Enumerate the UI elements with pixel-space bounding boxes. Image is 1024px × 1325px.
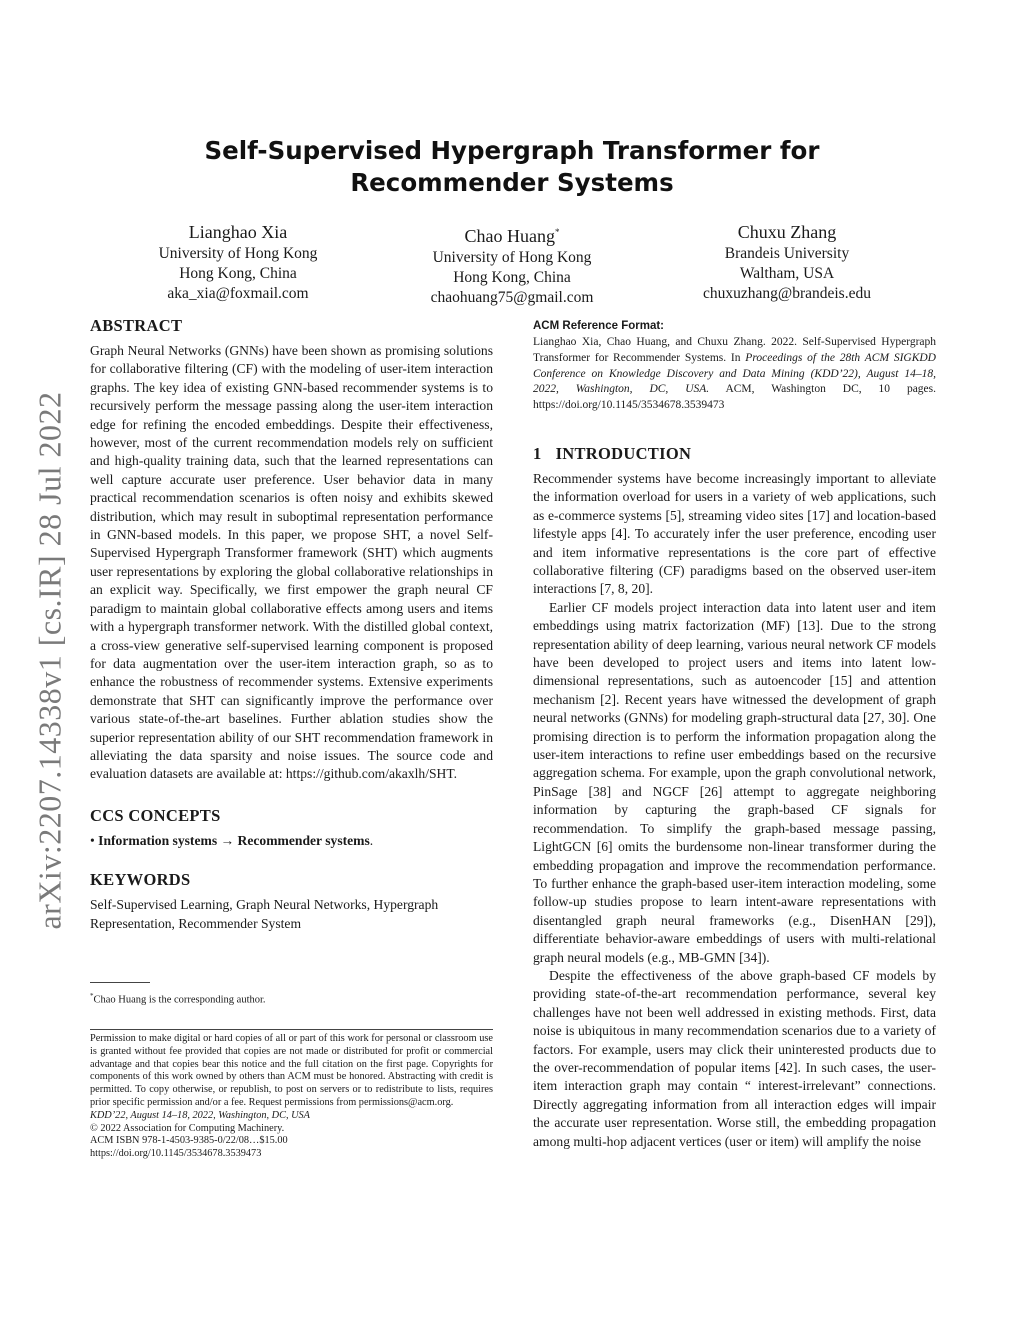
author-1 bbox=[108, 220, 368, 304]
permission-text: Permission to make digital or hard copies of all or part of this work for personal or classroom use is granted without fee provided that copies are not made or distributed for profit or commercial advantage and that copies bear this notice and the full citation on the first page. Copyrights for components of this work owned by others than ACM must be honored. Abstracting with credit is permitted. To copy otherwise, or republish, to post on servers or to redistribute to lists, requires prior specific permission and/or a fee. Request permissions from permissions@acm.org. bbox=[90, 1033, 493, 1108]
author-location: Waltham, USA bbox=[739, 265, 835, 282]
acm-reference-text: Lianghao Xia, Chao Huang, and Chuxu Zhang. 2022. Self-Supervised Hypergraph Transformer for Recommender Systems. In Proceedings of the 28th ACM SIGKDD Conference on Knowledge Discovery and Data Mining (KDD’22), August 14–18, 2022, Washington, DC, USA. ACM, Washington DC, 10 pages. https://doi.org/10.1145/3534678.3539473 bbox=[533, 336, 937, 412]
ccs-concept: • Information systems → Recommender systems. bbox=[90, 832, 374, 848]
arxiv-identifier-text: arXiv:2207.14338v1 [cs.IR] 28 Jul 2022 bbox=[31, 390, 68, 930]
author-2 bbox=[382, 220, 642, 308]
intro-paragraph-3: Despite the effectiveness of the above graph-based CF models by providing state-of-the-art recommendation performance, several key challenges have not been well addressed in existing methods. First, data noise is ubiquitous in many recommendation scenarios due to a variety of factors. For example, users may click their uninterested products due to the over-recommendation of popular items [42]. In such cases, the user-item interaction graph may contain “ interest-irrelevant” connections. Directly aggregating information from all interaction edges will impair the accurate user representation. Worse still, the embedding propagation among multi-hop adjacent vertices (user or item) will amplify the noise bbox=[533, 967, 936, 1149]
author-email: chuxuzhang@brandeis.edu bbox=[703, 285, 871, 302]
introduction-heading: 1 INTRODUCTION bbox=[533, 443, 692, 463]
doi-link[interactable]: https://doi.org/10.1145/3534678.3539473 bbox=[90, 1148, 262, 1160]
author-location: Hong Kong, China bbox=[453, 269, 571, 286]
isbn-line: ACM ISBN 978-1-4503-9385-0/22/08…$15.00 bbox=[90, 1135, 288, 1147]
left-column bbox=[90, 316, 493, 933]
author-email: chaohuang75@gmail.com bbox=[430, 289, 594, 306]
author-name: Chao Huang* bbox=[464, 226, 560, 246]
abstract-text: Graph Neural Networks (GNNs) have been shown as promising solutions for collaborative filtering (CF) with the modeling of user-item interaction graphs. The key idea of existing GNN-based recommender systems is to recursively perform the message passing along the user-item interaction edge for refining the encoded embeddings. Despite their effectiveness, however, most of the current recommendation models rely on sufficient and high-quality training data, such that the learned representations can well capture accurate user preference. User behavior data in many practical recommendation scenarios is often noisy and exhibits skewed distribution, which may result in suboptimal representation performance in GNN-based models. In this paper, we propose SHT, a novel Self-Supervised Hypergraph Transformer framework (SHT) which augments user representations by exploring the global collaborative relationships in an explicit way. Specifically, we first empower the graph neural CF paradigm to maintain global collaborative effects among users and items with a hypergraph transformer network. With the distilled global context, a cross-view generative self-supervised learning component is proposed for data augmentation over the user-item interaction graph, so as to enhance the robustness of recommender systems. Extensive experiments demonstrate that SHT can significantly improve the performance over various state-of-the-art baselines. Further ablation studies show the superior representation ability of our SHT recommendation framework in alleviating the data sparsity and noise issues. The source code and evaluation datasets are available at: https://github.com/akaxlh/SHT. bbox=[90, 343, 493, 782]
intro-paragraph-2: Earlier CF models project interaction data into latent user and item embeddings using matrix factorization (MF) [13]. Due to the strong representation ability of deep learning, various neural network CF models have been developed to project users and items into latent low-dimensional representations, such as autoencoder [15] and attention mechanism [2]. Recent years have witnessed the development of graph neural networks (GNNs) for modeling graph-structural data [27, 30]. One promising direction is to perform the information propagation along the user-item interactions to refine user embeddings based on the recursive aggregation schema. For example, upon the graph convolutional network, PinSage [38] and NGCF [26] attempt to aggregate neighboring information by capturing the graph-based CF signals for recommendation. To simplify the graph-based message passing, LightGCN [6] omits the burdensome non-linear transformer during the embedding propagation and improve the recommendation performance. To further enhance the graph-based user-item interaction modeling, some follow-up studies propose to learn intent-aware representations with disentangled graph neural frameworks (e.g., DisenHAN [29]), differentiate behavior-aware embeddings of users with multi-relational graph neural models (e.g., MB-GMN [34]). bbox=[533, 599, 936, 965]
ccs-heading: CCS CONCEPTS bbox=[90, 805, 221, 825]
keywords-heading: KEYWORDS bbox=[90, 870, 191, 890]
abstract-heading: ABSTRACT bbox=[90, 316, 183, 335]
right-column bbox=[533, 318, 936, 1151]
author-affiliation: University of Hong Kong bbox=[158, 245, 318, 262]
copyright-line: © 2022 Association for Computing Machinery. bbox=[90, 1122, 285, 1134]
permission-rule bbox=[90, 1029, 493, 1030]
author-email: aka_xia@foxmail.com bbox=[167, 285, 309, 302]
intro-paragraph-1: Recommender systems have become increasingly important to alleviate the information overload for users in a variety of web applications, such as e-commerce systems [5], streaming video sites [17] and location-based lifestyle apps [4]. To accurately infer the user preference, encoding user and item informative representations is the core part of effective collaborative filtering (CF) paradigms based on the observed user-item interactions [7, 8, 20]. bbox=[533, 470, 936, 597]
author-name: Chuxu Zhang bbox=[737, 222, 837, 242]
title-line-2: Recommender Systems bbox=[350, 168, 674, 197]
conference-line: KDD’22, August 14–18, 2022, Washington, DC, USA bbox=[90, 1109, 310, 1121]
acm-reference-heading: ACM Reference Format: bbox=[533, 320, 664, 332]
footnote-rule bbox=[90, 982, 150, 983]
author-3 bbox=[657, 220, 917, 304]
arxiv-identifier bbox=[20, 380, 80, 940]
corresponding-author-mark: * bbox=[554, 227, 560, 237]
title-line-1: Self-Supervised Hypergraph Transformer for bbox=[204, 136, 820, 165]
author-name: Lianghao Xia bbox=[188, 222, 288, 242]
corresponding-author-footnote: *Chao Huang is the corresponding author. bbox=[90, 992, 266, 1006]
paper-title bbox=[120, 135, 904, 199]
keywords-text: Self-Supervised Learning, Graph Neural Networks, Hypergraph Representation, Recommender System bbox=[90, 897, 439, 931]
permission-block bbox=[90, 1033, 493, 1161]
author-affiliation: Brandeis University bbox=[724, 245, 850, 262]
author-block bbox=[0, 220, 1024, 310]
author-affiliation: University of Hong Kong bbox=[432, 249, 592, 266]
author-location: Hong Kong, China bbox=[179, 265, 297, 282]
